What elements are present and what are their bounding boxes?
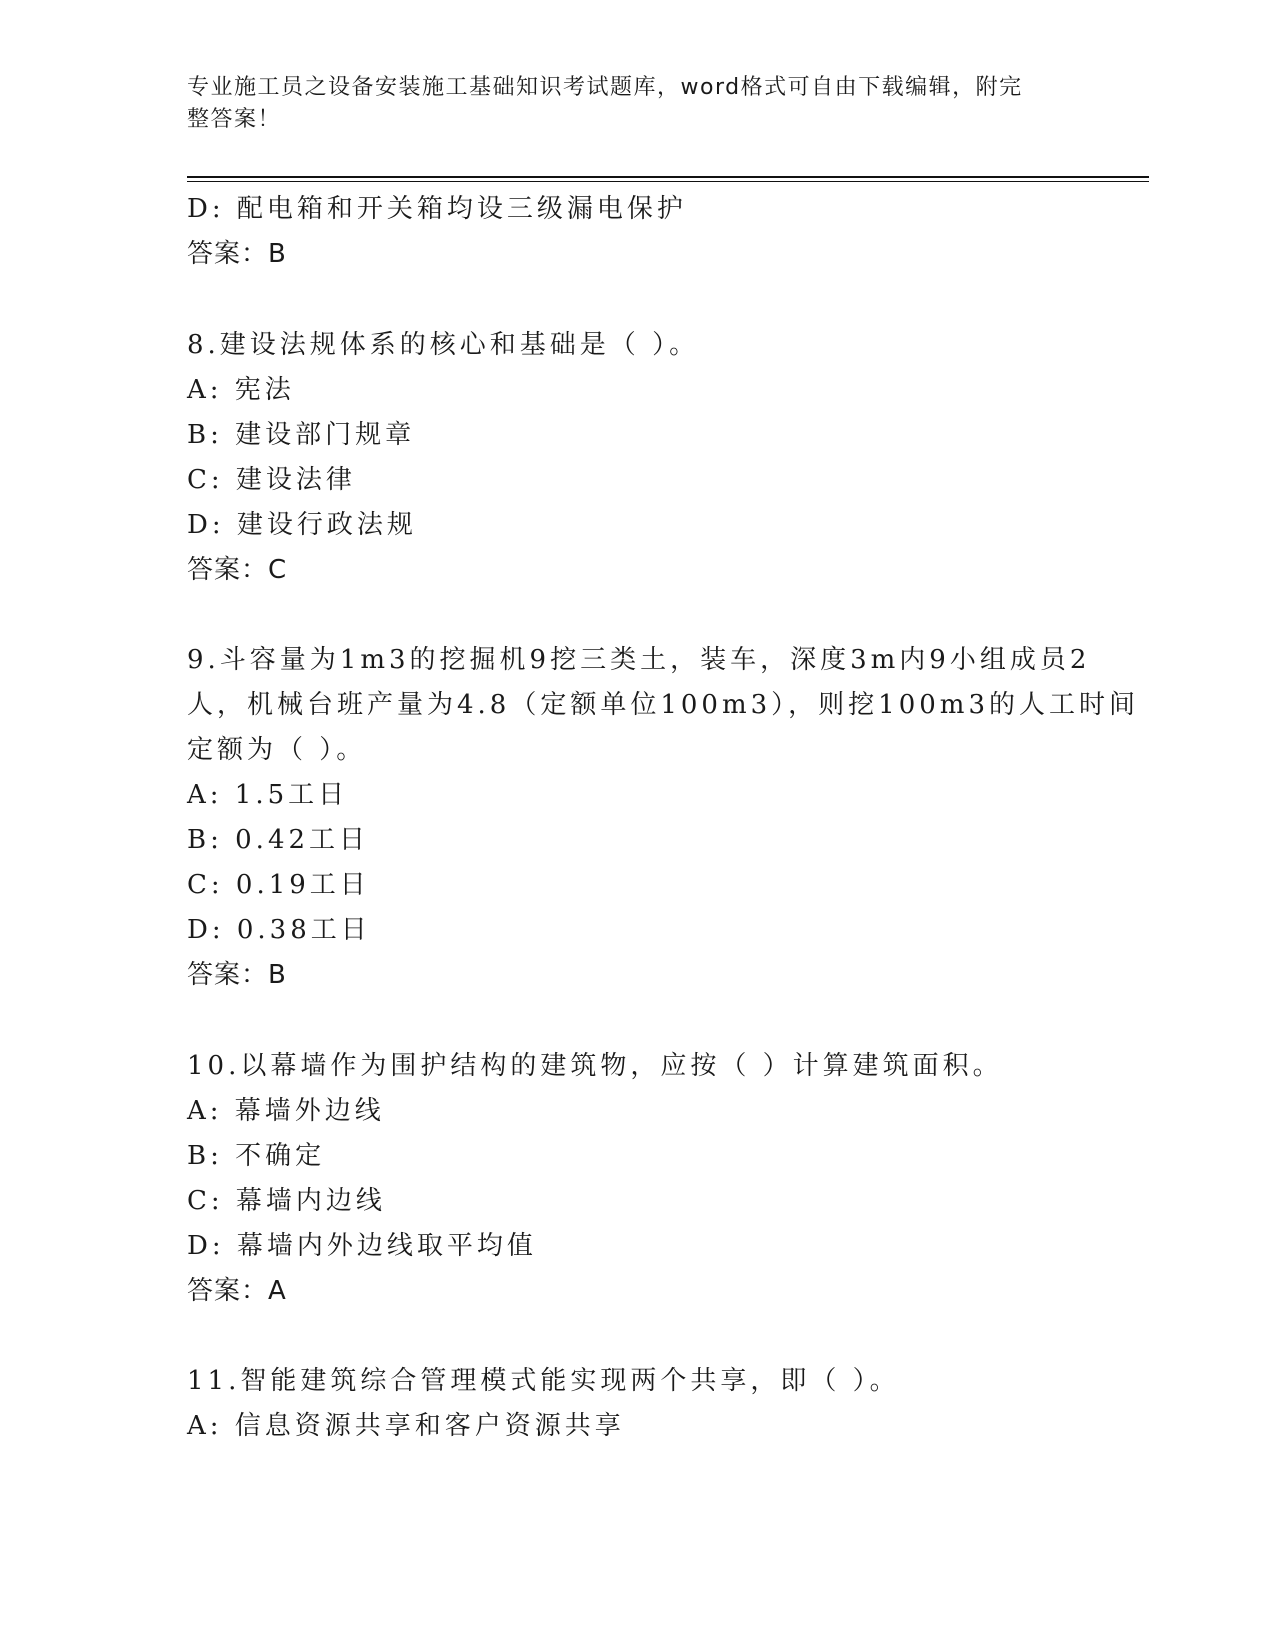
document-header — [187, 72, 1067, 136]
q9-stem-line-1: 9.斗容量为1m3的挖掘机9挖三类土，装车，深度3m内9小组成员2 — [187, 645, 1091, 675]
q8-option-c: C: 建设法律 — [187, 465, 356, 495]
q10-option-a: A: 幕墙外边线 — [187, 1096, 385, 1126]
q11-option-a: A: 信息资源共享和客户资源共享 — [187, 1411, 625, 1441]
q8-option-a: A: 宪法 — [187, 375, 295, 405]
q8-stem: 8.建设法规体系的核心和基础是（ ）。 — [187, 330, 700, 360]
q9-stem-line-3: 定额为（ ）。 — [187, 735, 367, 765]
prev-option-d: D: 配电箱和开关箱均设三级漏电保护 — [187, 194, 687, 224]
header-line-2: 整答案！ — [187, 107, 282, 132]
header-line-1: 专业施工员之设备安装施工基础知识考试题库，word格式可自由下载编辑，附完 — [187, 75, 1023, 100]
q9-option-b: B: 0.42工日 — [187, 825, 370, 855]
prev-answer: 答案：B — [187, 239, 287, 269]
q8-option-b: B: 建设部门规章 — [187, 420, 416, 450]
q9-stem-line-2: 人，机械台班产量为4.8（定额单位100m3），则挖100m3的人工时间 — [187, 690, 1139, 720]
q9-answer: 答案：B — [187, 960, 287, 990]
header-divider-thick — [187, 176, 1149, 178]
q8-option-d: D: 建设行政法规 — [187, 510, 417, 540]
q10-stem: 10.以幕墙作为围护结构的建筑物，应按（ ）计算建筑面积。 — [187, 1051, 1003, 1081]
header-divider-thin — [187, 181, 1149, 182]
q8-answer: 答案：C — [187, 555, 288, 585]
q10-option-d: D: 幕墙内外边线取平均值 — [187, 1231, 537, 1261]
q10-answer: 答案：A — [187, 1276, 287, 1306]
q10-option-b: B: 不确定 — [187, 1141, 326, 1171]
q9-option-d: D: 0.38工日 — [187, 915, 371, 945]
q9-option-a: A: 1.5工日 — [187, 780, 349, 810]
q10-option-c: C: 幕墙内边线 — [187, 1186, 386, 1216]
q9-option-c: C: 0.19工日 — [187, 870, 370, 900]
q11-stem: 11.智能建筑综合管理模式能实现两个共享，即（ ）。 — [187, 1366, 900, 1396]
